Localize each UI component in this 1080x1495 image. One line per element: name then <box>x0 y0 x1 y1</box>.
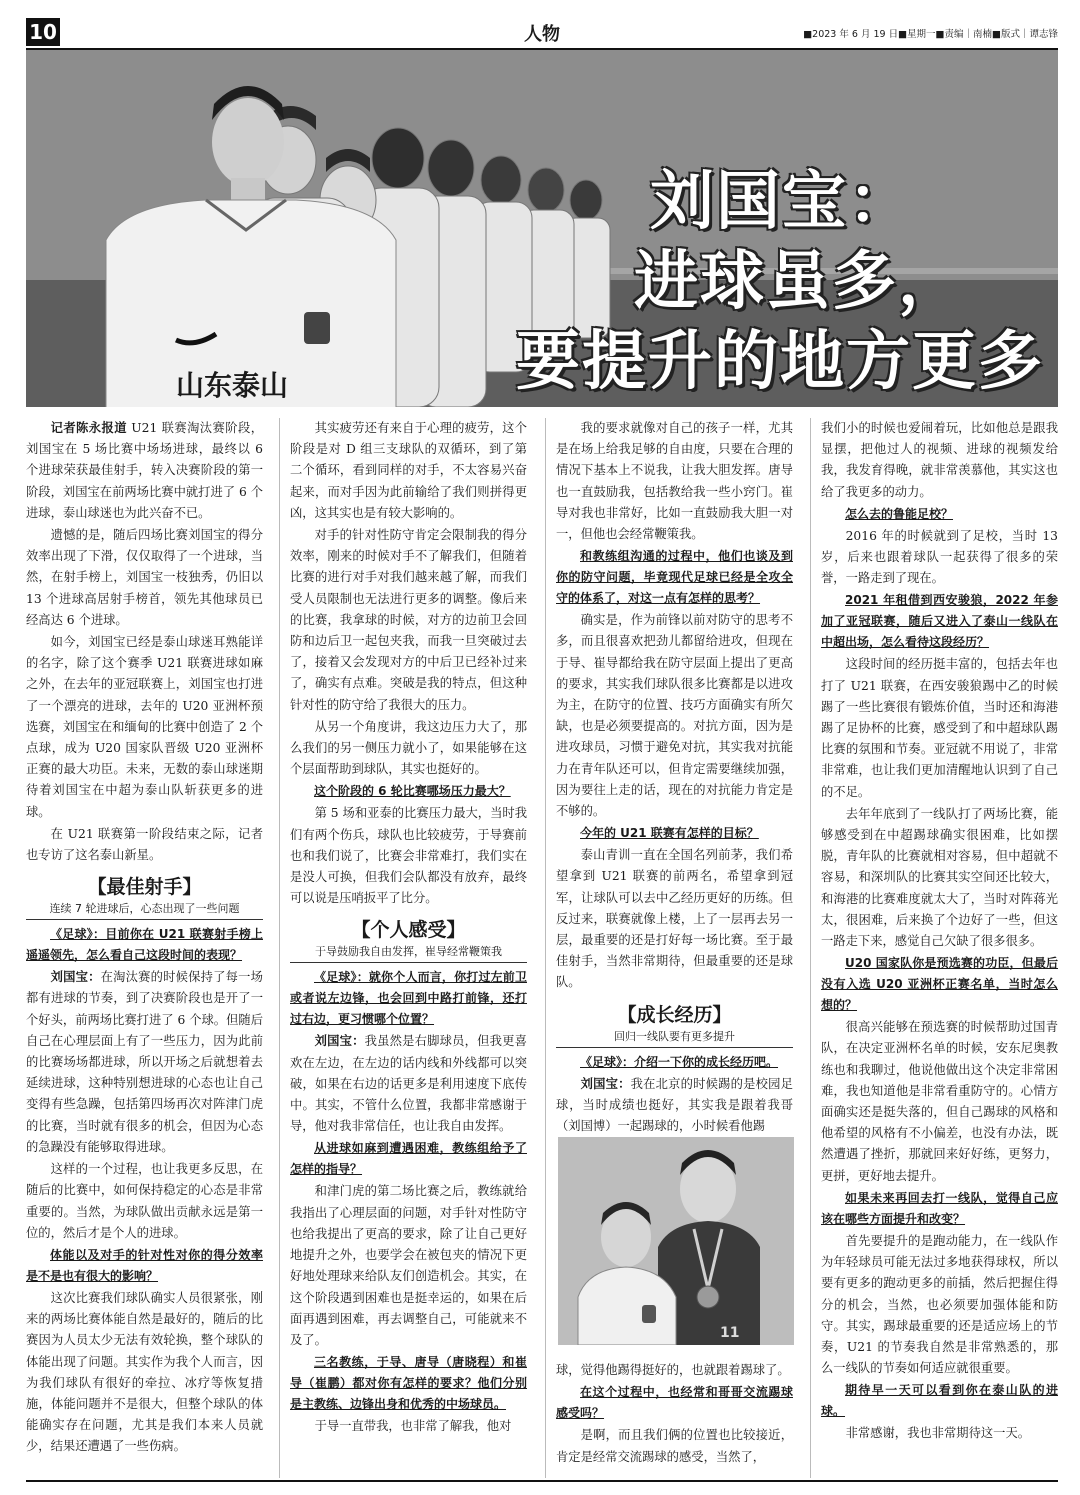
question: 从进球如麻到遭遇困难，教练组给予了怎样的指导？ <box>290 1141 527 1177</box>
section-subtitle: 回归一线队要有更多提升 <box>556 1028 793 1048</box>
section-subtitle: 连续 7 轮进球后，心态出现了一些问题 <box>26 900 263 920</box>
paragraph: 我的要求就像对自己的孩子一样，尤其是在场上给我足够的自由度，只要在合理的情况下基本上不说我，让我大胆发挥。唐导也一直鼓励我，包括教给我一些小窍门。崔导对我也非常好，比如一直鼓励我大胆一对一，但他也会经常鞭策我。 <box>556 421 793 542</box>
column-divider <box>545 418 546 1478</box>
paragraph: 确实是，作为前锋以前对防守的思考不多，而且很喜欢把劲儿都留给进攻，但现在于导、崔导都给我在防守层面上提出了更高的要求，其实我们球队很多比赛都是以进攻为主，在防守的位置、技巧方面确实有所欠缺，也是必须要提高的。对抗方面，因为是进攻球员，习惯于避免对抗，其实我对抗能力在青年队还可以，但肯定需要继续加强，因为要往上走的话，现在的对抗能力肯定是不够的。 <box>556 613 793 819</box>
section-name: 人物 <box>524 24 560 45</box>
section-title: 【个人感受】 <box>351 919 466 942</box>
column-divider <box>810 418 811 1478</box>
bottom-rule <box>26 1480 1058 1482</box>
brothers-photo-image <box>558 1137 794 1345</box>
paragraph: 非常感谢，我也非常期待这一天。 <box>845 1426 1031 1441</box>
answer: 我虽然是右脚球员，但我更喜欢在左边，在左边的话内线和外线都可以突破，如果在右边的话更多是利用速度下底传中。其实，不管什么位置，我都非常感谢于导，他对我非常信任，也让我自由发挥。 <box>290 1034 527 1134</box>
paragraph: 去年年底到了一线队打了两场比赛，能够感受到在中超踢球确实很困难，比如摆脱，青年队的比赛就相对容易，但中超就不容易，和深圳队的比赛其实空间还比较大，和海港的比赛难度就太大了，当时对阵蒋光太，很困难，后来换了个边好了一些，但这一路走下来，感觉自己欠缺了很多很多。 <box>821 806 1058 949</box>
brothers-photo <box>558 1137 794 1345</box>
headline-line-2: 进球虽多， <box>634 244 964 319</box>
question: 怎么去的鲁能足校？ <box>845 506 954 521</box>
column-1 <box>26 418 263 1459</box>
headline-line-1: 刘国宝： <box>650 164 914 239</box>
paragraph: 从另一个角度讲，我这边压力大了，那么我们的另一侧压力就小了，如果能够在这个层面帮助到球队，其实也挺好的。 <box>290 719 527 777</box>
column-divider <box>279 418 280 1478</box>
paragraph: 球，觉得他踢得挺好的，也就跟着踢球了。 <box>556 1363 790 1378</box>
speaker-label: 刘国宝： <box>314 1034 365 1049</box>
question: 在这个过程中，也经常和哥哥交流踢球感受吗？ <box>556 1385 793 1421</box>
question: 2021 年租借到西安骏狼，2022 年参加了亚冠联赛，随后又进入了泰山一线队在中超出场，怎么看待这段经历？ <box>821 593 1058 650</box>
headline-line-3: 要提升的地方更多 <box>516 324 1044 399</box>
section-title: 【成长经历】 <box>617 1003 732 1026</box>
question: 体能以及对手的针对性对你的得分效率是不是也有很大的影响？ <box>26 1247 263 1283</box>
section-title: 【最佳射手】 <box>87 876 202 899</box>
question: 今年的 U21 联赛有怎样的目标？ <box>580 826 759 841</box>
paragraph: 第 5 场和亚泰的比赛压力最大，当时我们有两个伤兵，球队也比较疲劳，于导赛前也和我们说了，比赛会非常难打，我们实在是没人可换，但我们会队都没有放弃，最终可以说是压哨扳平了比分。 <box>290 806 527 906</box>
paragraph: 这次比赛我们球队确实人员很紧张，刚来的两场比赛体能自然是最好的，随后的比赛因为人员太少无法有效轮换，整个球队的体能出现了问题。其实作为我个人而言，因为我们球队有很好的牵拉、冰疗等恢复措施，体能问题并不是很大，但整个球队的体能确实存在问题，尤其是我们本来人员就少，结果还遭遇了一些伤病。 <box>26 1290 263 1454</box>
paragraph: 2016 年的时候就到了足校，当时 13 岁，后来也跟着球队一起获得了很多的荣誉，一路走到了现在。 <box>821 528 1058 586</box>
paragraph: 首先要提升的是跑动能力，在一线队作为年轻球员可能无法过多地获得球权，所以要有更多的跑动更多的前插，然后把握住得分的机会，当然，也必须要加强体能和防守。其实，踢球最重要的还是适应场上的节奏，U21 的节奏我自然是非常熟悉的，那么一线队的节奏如何适应就很重要。 <box>821 1233 1058 1376</box>
question: 如果未来再回去打一线队，觉得自己应该在哪些方面提升和改变？ <box>821 1190 1058 1226</box>
section-header-best-scorer <box>26 874 263 920</box>
column-4 <box>821 418 1058 1446</box>
jersey-text: 山东泰山 <box>176 369 289 402</box>
answer: 我在北京的时候踢的是校园足球，当时成绩也挺好，其实我是跟着我哥（刘国博）一起踢球的，小时候看他踢 <box>556 1076 793 1134</box>
paragraph: 泰山青训一直在全国名列前茅，我们希望拿到 U21 联赛的前两名，希望拿到冠军，让球队可以去中乙经历更好的历练。但反过来，联赛就像上楼，上了一层再去另一层，最重要的还是打好每一场比赛。至于最佳射手，当然非常期待，但最重要的还是球队。 <box>556 848 793 990</box>
paragraph: 其实疲劳还有来自于心理的疲劳，这个阶段是对 D 组三支球队的双循环，到了第二个循环，看到同样的对手，不太容易兴奋起来，而对手因为此前输给了我们则拼得更凶，这其实也是有较大影响的。 <box>290 421 527 520</box>
paragraph: 于导一直带我，也非常了解我，他对 <box>314 1419 512 1434</box>
paragraph: 很高兴能够在预选赛的时候帮助过国青队，在决定亚洲杯名单的时候，安东尼奥教练也和我聊过，他说他做出这个决定非常困难，我也知道他是非常看重防守的。心情方面确实还是挺失落的，但自己踢球的风格和他希望的风格有不小偏差，也没有办法，既然遭遇了挫折，那就回来好好练，更努力，更拼，更好地去提升。 <box>821 1020 1058 1183</box>
speaker-label: 刘国宝： <box>580 1076 631 1091</box>
section-header-personal <box>290 917 527 963</box>
page-header <box>26 18 1058 51</box>
paragraph: 是啊，而且我们俩的位置也比较接近，肯定是经常交流踢球的感受，当然了， <box>556 1428 793 1464</box>
hero-photo <box>26 50 1058 407</box>
question: U20 国家队你是预选赛的功臣，但最后没有入选 U20 亚洲杯正赛名单，当时怎么想的？ <box>821 956 1058 1013</box>
speaker-label: 刘国宝： <box>50 970 101 985</box>
paragraph: 这段时间的经历挺丰富的，包括去年也打了 U21 联赛，在西安骏狼踢中乙的时候踢了一些比赛很有锻炼价值，当时还和海港踢了足协杯的比赛，感受到了和中超球队踢比赛的氛围和节奏。亚冠就不用说了，非常非常难，也让我们更加清醒地认识到了自己的不足。 <box>821 657 1058 799</box>
headline <box>424 162 1044 402</box>
paragraph: 对手的针对性防守肯定会限制我的得分效率，刚来的时候对手不了解我们，但随着比赛的进行对手对我们越来越了解，而我们受人员限制也无法进行更多的调整。像后来的比赛，我拿球的时候，对方的边前卫会回防和边后卫一起包夹我，而我一旦突破过去了，接着又会发现对方的中后卫已经补过来了，确实有点难。突破是我的特点，但这种针对性的防守给了我很大的压力。 <box>290 528 527 712</box>
column-2 <box>290 418 527 1438</box>
intro-paragraph: U21 联赛淘汰赛阶段，刘国宝在 5 场比赛中场场进球，最终以 6 个进球荣获最佳射手，转入决赛阶段的第一阶段，刘国宝在前两场比赛中就打进了 6 个进球，泰山球迷也为此兴奋不已。 <box>26 421 263 520</box>
jersey-number: 11 <box>720 1325 740 1341</box>
paragraph: 和津门虎的第二场比赛之后，教练就给我指出了心理层面的问题，对手针对性防守也给我提出了更高的要求，除了让自己更好地提升之外，也要学会在被包夹的情况下更好地处理球来给队友们创造机会。其实，在这个阶段遇到困难也是挺幸运的，如果在后面再遇到困难，再去调整自己，可能就来不及了。 <box>290 1184 527 1347</box>
question: 《足球》：介绍一下你的成长经历吧。 <box>580 1054 779 1069</box>
question: 和教练组沟通的过程中，他们也谈及到你的防守问题，毕竟现代足球已经是全攻全守的体系了，对这一点有怎样的思考？ <box>556 549 793 606</box>
issue-meta: ■2023 年 6 月 19 日■星期一■责编｜南楠■版式｜谭志锋 <box>803 29 1058 40</box>
paragraph: 遗憾的是，随后四场比赛刘国宝的得分效率出现了下滑，仅仅取得了一个进球，当然，在射手榜上，刘国宝一枝独秀，仍旧以 13 个进球高居射手榜首，领先其他球员已经高达 6 个进球。 <box>26 528 263 627</box>
answer: 在淘汰赛的时候保持了每一场都有进球的节奏，到了决赛阶段也是开了一个好头，前两场比赛打进了 6 个球。但随后自己在心理层面上有了一些压力，因为此前的比赛场场都进球，所以开场之后就想着去延续进球，这种特别想进球的心态也让自己变得有些急躁，包括第四场再次对阵津门虎的比赛，当时就有很多的机会，但因为心态的急躁没有能够取得进球。 <box>26 970 263 1154</box>
section-header-growth <box>556 1002 793 1048</box>
section-subtitle: 于导鼓励我自由发挥，崔导经常鞭策我 <box>290 943 527 963</box>
paragraph: 在 U21 联赛第一阶段结束之际，记者也专访了这名泰山新星。 <box>26 826 263 863</box>
page-number: 10 <box>26 18 60 46</box>
paragraph: 如今，刘国宝已经是泰山球迷耳熟能详的名字，除了这个赛季 U21 联赛进球如麻之外，在去年的亚冠联赛上，刘国宝也打进了一个漂亮的进球，去年的 U20 亚洲杯预选赛，刘国宝在和缅甸的比赛中创造了 2 个点球，成为 U20 国家队晋级 U20 亚洲杯正赛的最大功臣。未来，无数的泰山球迷期待着刘国宝在中超为泰山队斩获更多的进球。 <box>26 635 263 819</box>
byline: 记者陈永报道 <box>50 421 127 435</box>
question: 《足球》：目前你在 U21 联赛射手榜上遥遥领先，怎么看自己这段时间的表现？ <box>26 927 263 963</box>
question: 三名教练，于导、唐导（唐晓程）和崔导（崔鹏）都对你有怎样的要求？他们分别是主教练、边锋出身和优秀的中场球员。 <box>290 1355 527 1412</box>
question: 这个阶段的 6 轮比赛哪场压力最大？ <box>314 784 511 799</box>
paragraph: 我们小的时候也爱闹着玩，比如他总是跟我显摆，把他过人的视频、进球的视频发给我，我发育得晚，就非常羡慕他，其实这也给了我更多的动力。 <box>821 421 1058 499</box>
paragraph: 这样的一个过程，也让我更多反思，在随后的比赛中，如何保持稳定的心态是非常重要的。当然，为球队做出贡献永远是第一位的，然后才是个人的进球。 <box>26 1162 263 1240</box>
question: 期待早一天可以看到你在泰山队的进球。 <box>821 1383 1058 1419</box>
question: 《足球》：就你个人而言，你打过左前卫或者说左边锋，也会回到中路打前锋，还打过右边，更习惯哪个位置？ <box>290 970 527 1027</box>
